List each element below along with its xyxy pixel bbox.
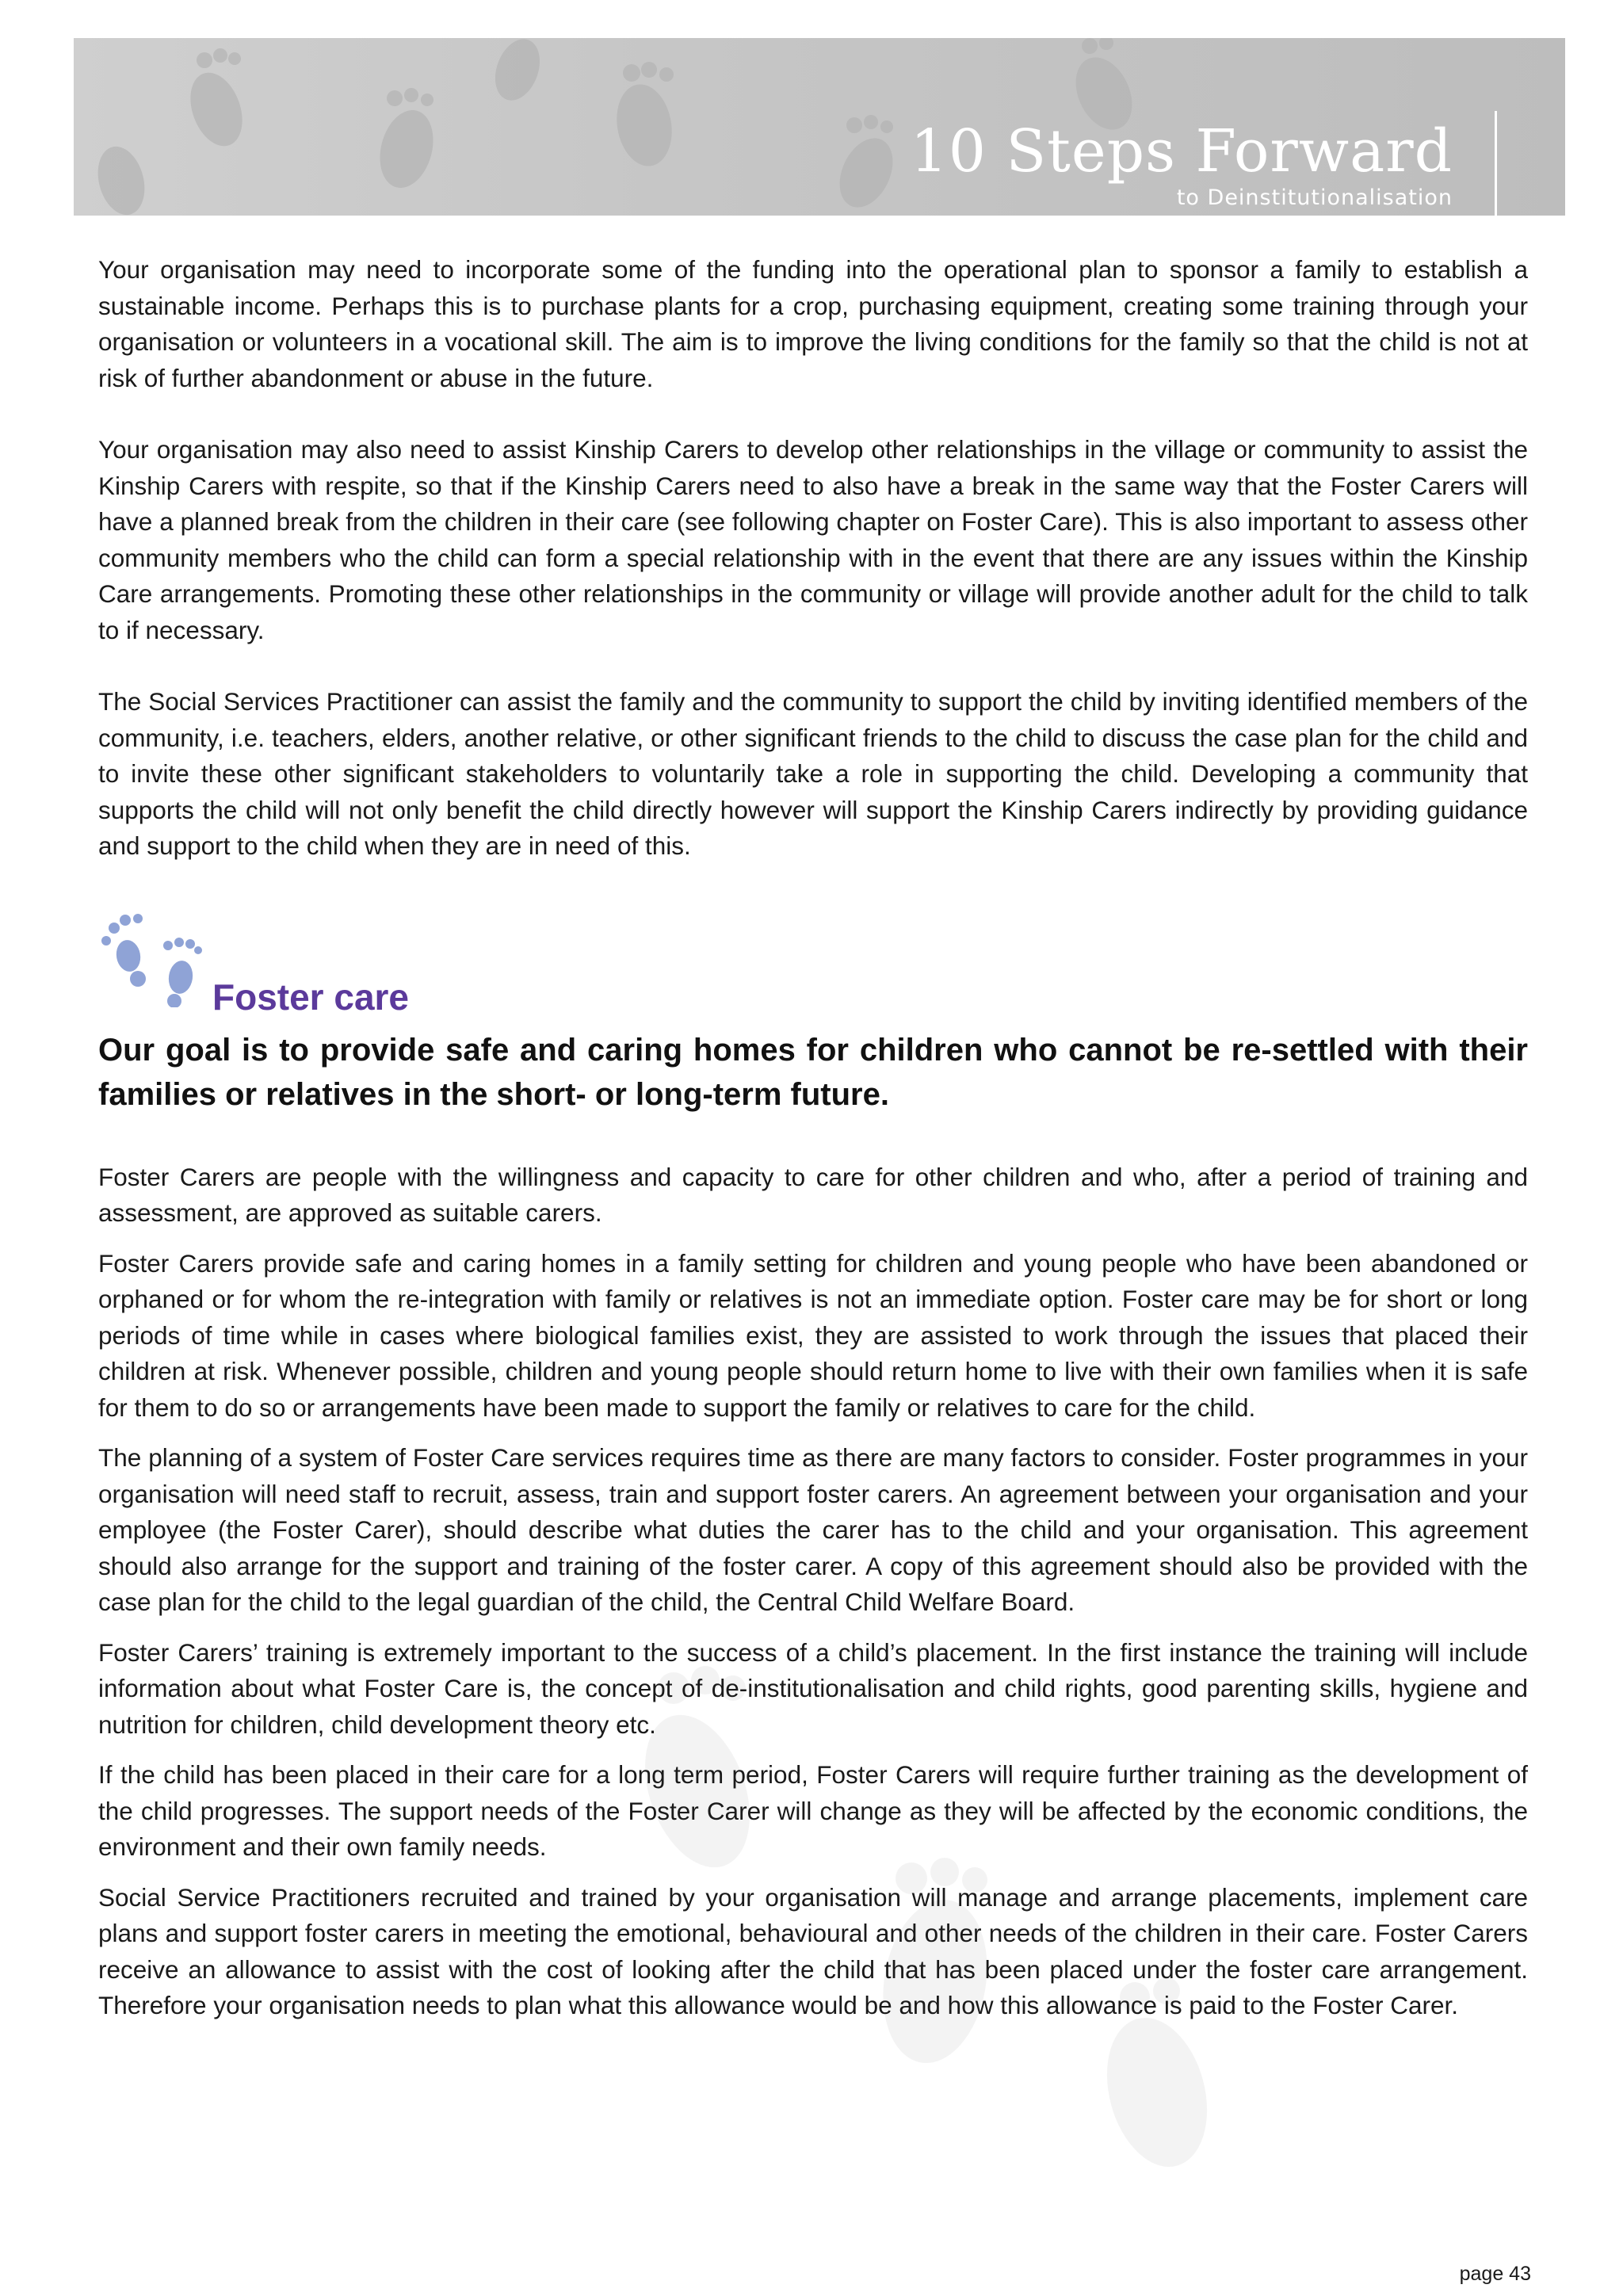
paragraph: The planning of a system of Foster Care services requires time as there are many factors to consider. Foster programmes in your organisation will need staff to recruit, assess, train and support foster carers. An agreement between your organisation and your employee (the Foster Carer), should describe what duties the carer has to the child and your organisation. This agreement should also arrange for the support and training of the foster carer. A copy of this agreement should also be provided with the case plan for the child to the legal guardian of the child, the Central Child Welfare Board. <box>98 1443 1528 1616</box>
page-content <box>98 252 1528 2024</box>
page-number: page 43 <box>1459 2263 1531 2285</box>
paragraph: The Social Services Practitioner can assist the family and the community to support the child by inviting identified members of the community, i.e. teachers, elders, another relative, or other significant friends to the child to discuss the case plan for the child and to invite these other significant stakeholders to voluntarily take a role in supporting the child. Developing a community that supports the child will not only benefit the child directly however will support the Kinship Carers indirectly by providing guidance and support to the child when they are in need of this. <box>98 687 1528 860</box>
paragraph: Foster Carers are people with the willingness and capacity to care for other children and who, after a period of training and assessment, are approved as suitable carers. <box>98 1162 1528 1227</box>
paragraph: Foster Carers’ training is extremely important to the success of a child’s placement. In the first instance the training will include information about what Foster Care is, the concept of de-institutionalisation and child rights, good parenting skills, hygiene and nutrition for children, child development theory etc. <box>98 1637 1528 1739</box>
section-title: Foster care <box>212 976 410 1018</box>
paragraph: If the child has been placed in their care for a long term period, Foster Carers will require further training as the development of the child progresses. The support needs of the Foster Carer will change as they will be affected by the economic conditions, the environment and their own family needs. <box>98 1760 1528 1861</box>
paragraph: Your organisation may also need to assist Kinship Carers to develop other relationships in the village or community to assist the Kinship Carers with respite, so that if the Kinship Carers need to also have a break in the same way that the Foster Carers will have a planned break from the children in their care (see following chapter on Foster Care). This is also important to assess other community members who the child can form a special relationship with in the event that there are any issues within the Kinship Care arrangements. Promoting these other relationships in the community or village will provide another adult for the child to talk to if necessary. <box>98 435 1528 644</box>
section-heading <box>98 912 1528 1018</box>
paragraph: Your organisation may need to incorporate some of the funding into the operational plan to sponsor a family to establish a sustainable income. Perhaps this is to purchase plants for a crop, purchasing equipment, creating some training through your organisation or volunteers in a vocational skill. The aim is to improve the living conditions for the family so that the child is not at risk of further abandonment or abuse in the future. <box>98 255 1528 392</box>
paragraph: Social Service Practitioners recruited and trained by your organisation will manage and arrange placements, implement care plans and support foster carers in meeting the emotional, behavioural and other needs of the children in their care. Foster Carers receive an allowance to assist with the cost of looking after the child that has been placed under the foster care arrangement. Therefore your organisation needs to plan what this allowance would be and how this allowance is paid to the Foster Carer. <box>98 1882 1528 2019</box>
paragraph: Foster Carers provide safe and caring homes in a family setting for children and young people who have been abandoned or orphaned or for whom the re-integration with family or relatives is not an immediate option. Foster care may be for short or long periods of time while in cases where biological families exist, they are assisted to work through the issues that placed their children at risk. Whenever possible, children and young people should return home to live with their own families when it is safe for them to do so or arrangements have been made to support the family or relatives to care for the child. <box>98 1248 1528 1422</box>
section-goal: Our goal is to provide safe and caring homes for children who cannot be re-settled with their families or relatives in the short- or long-term future. <box>98 1032 1528 1112</box>
header-title: 10 Steps Forward <box>910 117 1453 185</box>
footprints-icon <box>98 912 209 1007</box>
header-divider <box>1495 111 1497 216</box>
header-banner <box>74 38 1565 216</box>
header-subtitle: to Deinstitutionalisation <box>1176 185 1453 210</box>
